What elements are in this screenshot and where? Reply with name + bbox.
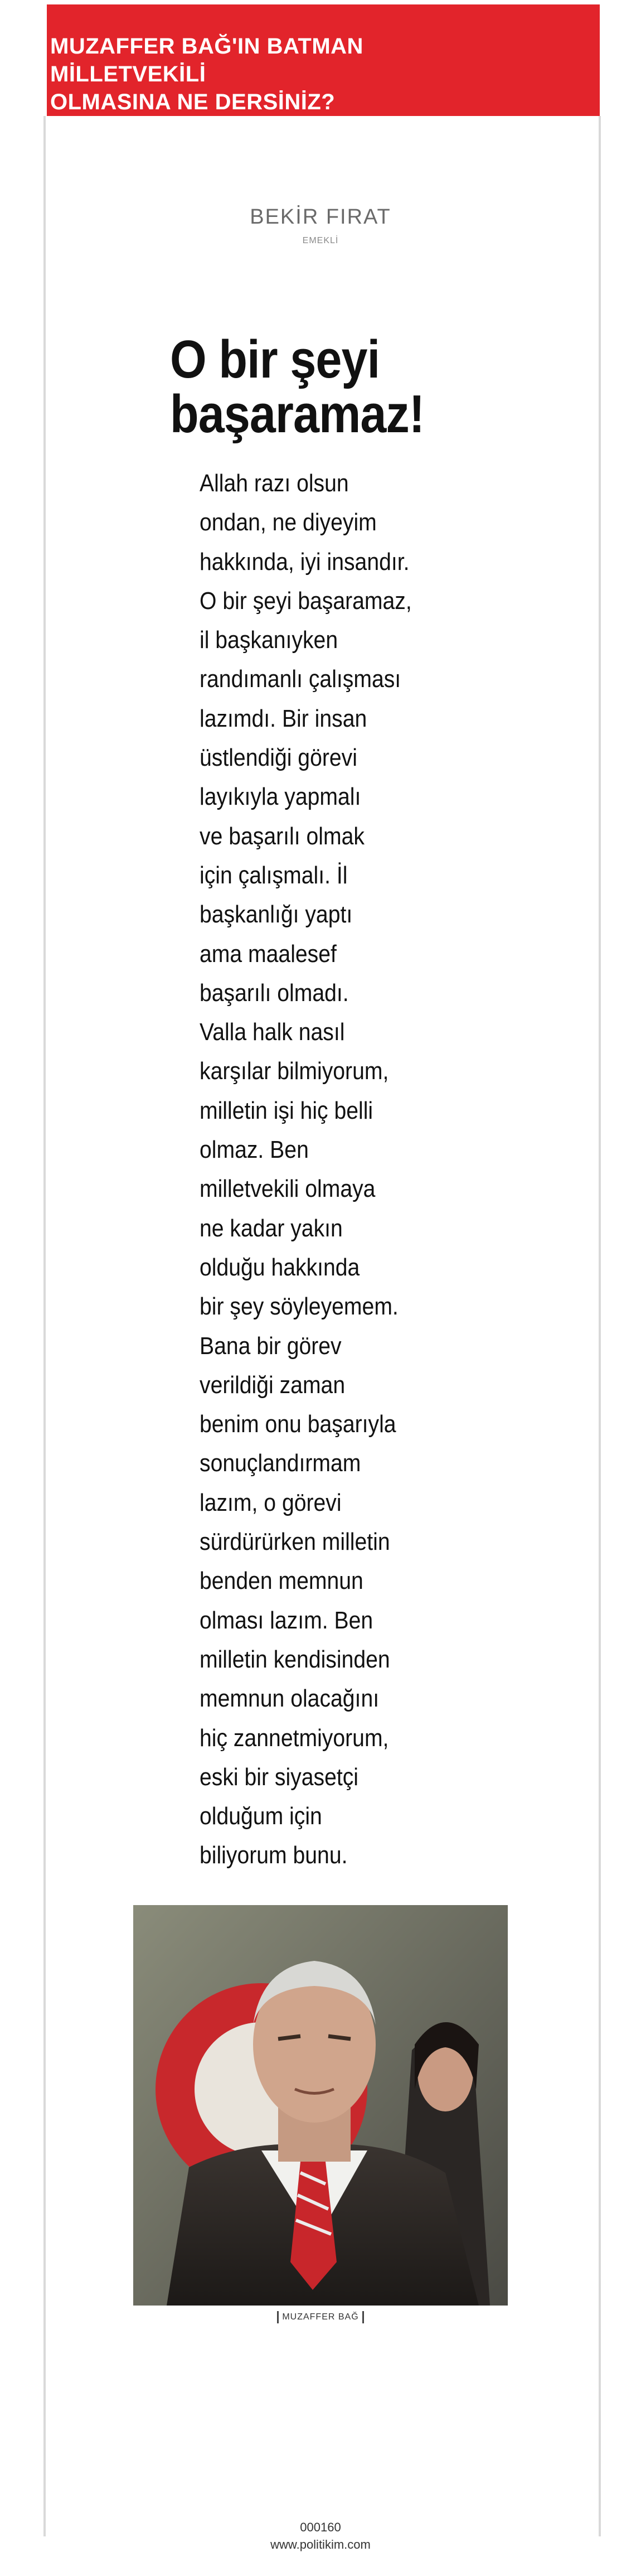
body-line: Bana bir görev <box>200 1332 342 1360</box>
body-line: ve başarılı olmak <box>200 823 365 850</box>
body-line: ama maalesef <box>200 940 337 968</box>
caption-divider <box>362 2311 364 2323</box>
right-rule <box>599 116 601 2536</box>
body-line: lazımdı. Bir insan <box>200 705 367 732</box>
body-line: benden memnun <box>200 1568 363 1595</box>
body-line: karşılar bilmiyorum, <box>200 1058 389 1085</box>
body-line: lazım, o görevi <box>200 1489 342 1516</box>
body-line: ne kadar yakın <box>200 1215 343 1242</box>
portrait-photo <box>133 1905 508 2306</box>
caption-divider <box>277 2311 279 2323</box>
body-line: milletin kendisinden <box>200 1646 390 1673</box>
banner-title-line: MUZAFFER BAĞ'IN BATMAN MİLLETVEKİLİ <box>50 34 363 86</box>
banner-title-line: OLMASINA NE DERSİNİZ? <box>50 90 336 114</box>
body-line: eski bir siyasetçi <box>200 1763 359 1791</box>
body-line: Allah razı olsun <box>200 470 349 497</box>
body-line: hakkında, iyi insandır. <box>200 548 410 576</box>
body-line: sonuçlandırmam <box>200 1450 361 1477</box>
body-line: randımanlı çalışması <box>200 666 401 693</box>
body-line: olduğum için <box>200 1803 322 1830</box>
article-headline <box>170 332 445 442</box>
body-line: için çalışmalı. İl <box>200 862 348 889</box>
body-line: hiç zannetmiyorum, <box>200 1724 389 1752</box>
author-role: EMEKLİ <box>302 236 339 245</box>
article-body <box>200 464 462 1876</box>
body-line: başarılı olmadı. <box>200 979 349 1007</box>
page-number: 000160 <box>300 2520 341 2534</box>
author-name: BEKİR FIRAT <box>250 205 391 229</box>
body-line: ondan, ne diyeyim <box>200 509 377 537</box>
headline-line: başaramaz! <box>170 384 425 444</box>
body-line: biliyorum bunu. <box>200 1842 348 1869</box>
portrait-illustration <box>133 1905 508 2306</box>
body-line: sürdürürken milletin <box>200 1529 390 1556</box>
body-line: memnun olacağını <box>200 1685 380 1713</box>
body-line: olması lazım. Ben <box>200 1607 373 1634</box>
body-line: olmaz. Ben <box>200 1137 309 1164</box>
body-line: başkanlığı yaptı <box>200 901 353 929</box>
body-line: üstlendiği görevi <box>200 745 357 772</box>
photo-caption <box>0 2311 641 2323</box>
body-line: verildiği zaman <box>200 1371 346 1399</box>
body-line: O bir şeyi başaramaz, <box>200 587 412 615</box>
body-line: layıkıyla yapmalı <box>200 784 361 811</box>
site-url: www.politikim.com <box>270 2538 371 2551</box>
body-line: Valla halk nasıl <box>200 1019 345 1046</box>
body-line: il başkanıyken <box>200 627 338 654</box>
body-line: milletin işi hiç belli <box>200 1097 373 1124</box>
body-line: milletvekili olmaya <box>200 1176 376 1203</box>
caption-text: MUZAFFER BAĞ <box>282 2312 359 2322</box>
left-rule <box>43 116 46 2536</box>
body-line: benim onu başarıyla <box>200 1411 396 1438</box>
body-line: olduğu hakkında <box>200 1254 360 1281</box>
body-line: bir şey söyleyemem. <box>200 1293 399 1321</box>
banner-title <box>50 32 524 116</box>
headline-line: O bir şeyi <box>170 330 380 389</box>
